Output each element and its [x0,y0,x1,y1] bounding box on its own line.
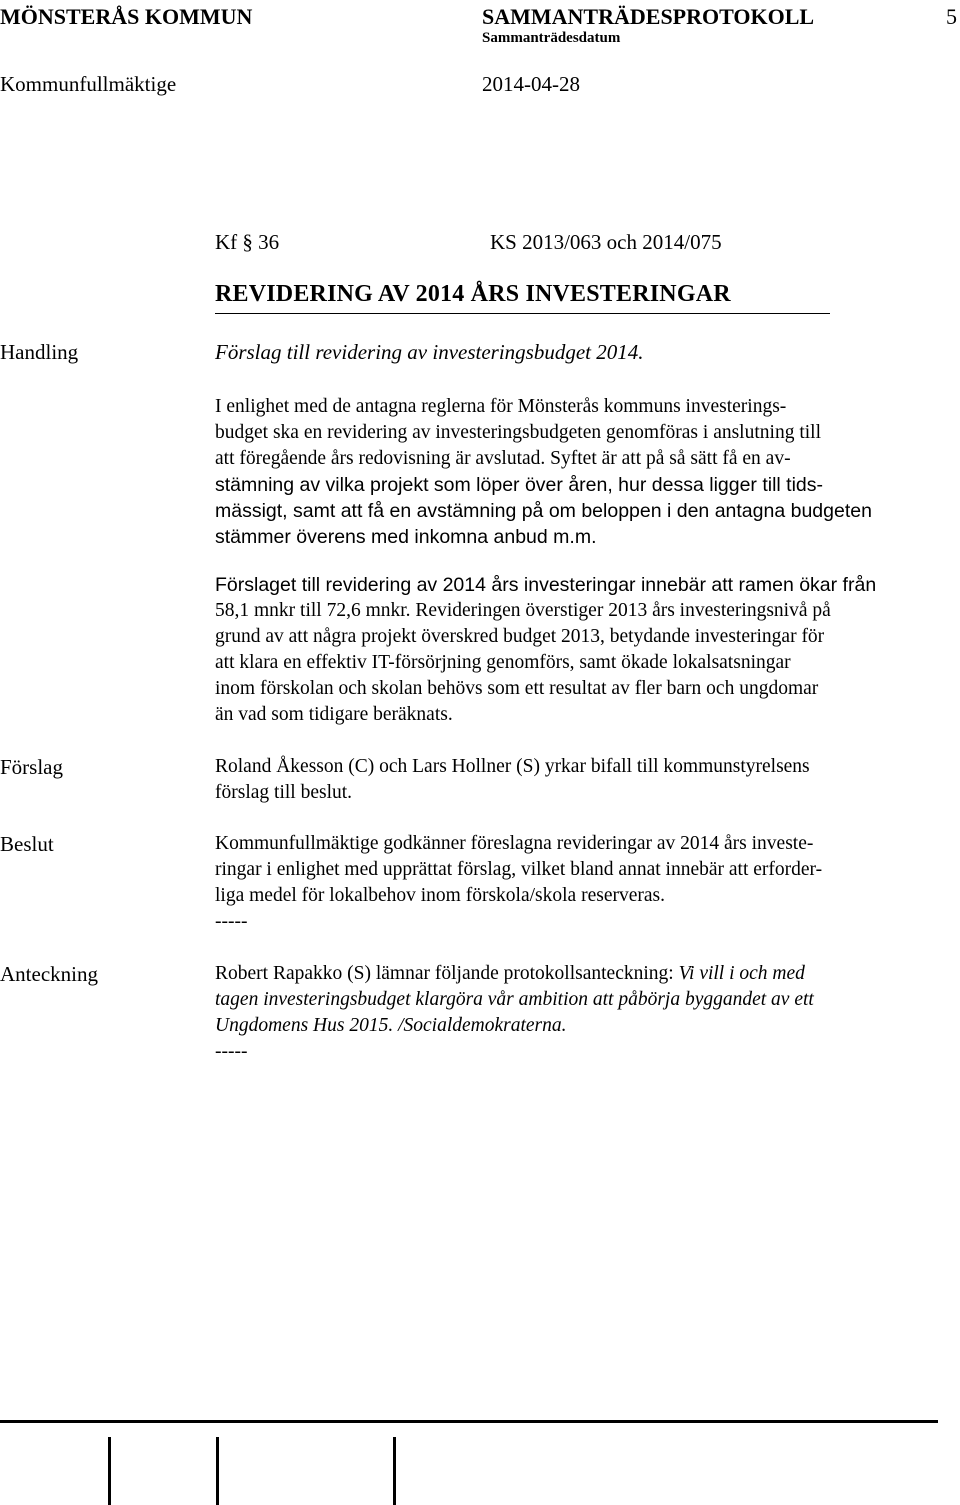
case-reference: KS 2013/063 och 2014/075 [490,230,722,254]
meeting-date: 2014-04-28 [482,72,580,96]
anteckning-separator: ----- [215,1041,248,1062]
paragraph-number: Kf § 36 [215,230,280,254]
anteckning-line [215,961,935,987]
forslag-line: förslag till beslut. [215,782,353,803]
intro-line-serif: att föregående års redovisning är avslutad. Syftet är att på så sätt få en av- [215,448,791,469]
intro-line: I enlighet med de antagna reglerna för Mönsterås kommuns investerings- [215,396,787,417]
anteckning-author-text: Robert Rapakko (S) lämnar följande protokollsanteckning: [215,963,679,984]
beslut-text [215,831,935,935]
municipality-name: MÖNSTERÅS KOMMUN [0,4,253,29]
forslag-line: Roland Åkesson (C) och Lars Hollner (S) yrkar bifall till kommunstyrelsens [215,756,810,777]
anteckning-quote-line: Ungdomens Hus 2015. /Socialdemokraterna. [215,1015,567,1036]
proposal-line: grund av att några projekt överskred budget 2013, betydande investeringar för [215,626,825,647]
proposal-line: att klara en effektiv IT-försörjning genomförs, samt ökade lokalsatsningar [215,652,791,673]
beslut-line: Kommunfullmäktige godkänner föreslagna revideringar av 2014 års investe- [215,833,814,854]
meeting-body: Kommunfullmäktige [0,72,177,96]
handling-text: Förslag till revidering av investeringsbudget 2014. [215,340,644,364]
anteckning-label: Anteckning [0,962,98,986]
forslag-label: Förslag [0,755,63,779]
intro-line: mässigt, samt att få en avstämning på om beloppen i den antagna budgeten [215,500,872,522]
beslut-label: Beslut [0,832,54,856]
date-label: Sammanträdesdatum [482,30,621,46]
document-type: SAMMANTRÄDESPROTOKOLL [482,4,815,29]
anteckning-text [215,961,935,1065]
signature-box-divider [108,1437,111,1505]
beslut-separator: ----- [215,911,248,932]
title-underline [215,313,830,314]
handling-label: Handling [0,340,79,364]
footer-rule [0,1420,938,1423]
page-title: REVIDERING AV 2014 ÅRS INVESTERINGAR [215,281,731,307]
forslag-text [215,754,935,806]
intro-line: budget ska en revidering av investeringsbudgeten genomföras i anslutning till [215,422,821,443]
proposal-line: 58,1 mnkr till 72,6 mnkr. Revideringen överstiger 2013 års investeringsnivå på [215,600,831,621]
proposal-line: än vad som tidigare beräknats. [215,704,453,725]
signature-box-divider [216,1437,219,1505]
page-number: 5 [946,4,957,29]
intro-line: stämmer överens med inkomna anbud m.m. [215,526,597,548]
beslut-line: liga medel för lokalbehov inom förskola/skola reserveras. [215,885,665,906]
beslut-line: ringar i enlighet med upprättat förslag, vilket bland annat innebär att erforder- [215,859,823,880]
proposal-line: inom förskolan och skolan behövs som ett resultat av fler barn och ungdomar [215,678,819,699]
intro-paragraph [215,394,935,550]
proposal-line: Förslaget till revidering av 2014 års investeringar innebär att ramen ökar från [215,574,877,596]
intro-line [215,446,935,472]
intro-line: stämning av vilka projekt som löper över åren, hur dessa ligger till tids- [215,474,824,496]
anteckning-quote-start: Vi vill i och med [678,963,805,984]
proposal-paragraph [215,572,935,728]
signature-box-divider [393,1437,396,1505]
anteckning-quote-line: tagen investeringsbudget klargöra vår ambition att påbörja byggandet av ett [215,989,814,1010]
